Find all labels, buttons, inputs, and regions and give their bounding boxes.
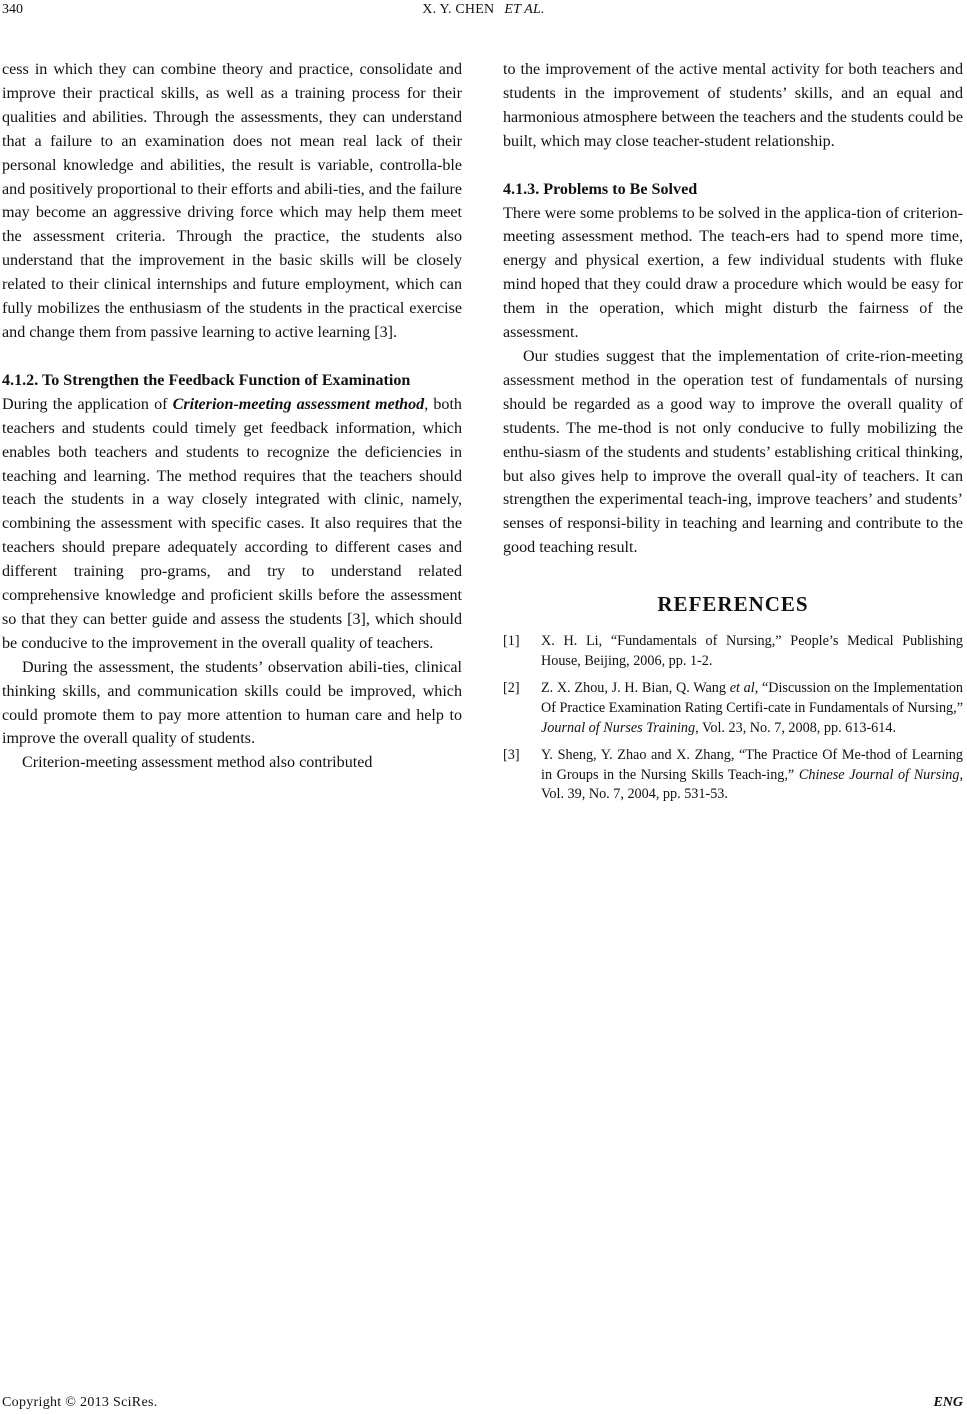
spacer — [2, 345, 462, 369]
paragraph: Our studies suggest that the implementation of crite-rion-meeting assessment method in the operation test of fundamentals of nursing should be regarded as a good way to improve the overall quality of students. The me-thod is not only conducive to fully mobilizing the enthu-siasm of the students and students’ establishing critical thinking, but also gives help to improve the overall qual-ity of teachers. It can strengthen the experimental teach-ing, improve teachers’ and students’ senses of responsi-bility in teaching and learning and contribute to the good teaching result. — [503, 347, 963, 557]
paragraph: Criterion-meeting assessment method also contributed — [22, 754, 373, 772]
references-title: REFERENCES — [657, 592, 809, 617]
reference-item — [503, 679, 963, 738]
running-head — [0, 0, 967, 20]
running-head-et-al: ET AL. — [504, 2, 545, 17]
reference-item — [503, 632, 963, 671]
paragraph: During the assessment, the students’ observation abili-ties, clinical thinking skills, and communication skills could be improved, which could promote them to pay more attention to human care and help to improve the overall quality of students. — [2, 658, 462, 748]
reference-text: , “Discussion on the Implementation Of Practice Examination Rating Certifi-cate in Fundamentals of Nursing,” — [541, 680, 964, 716]
reference-text: X. H. Li, “Fundamentals of Nursing,” People’s Medical Publishing House, Beijing, 2006, pp. 1-2. — [541, 633, 963, 669]
reference-journal: Chinese Journal of Nursing — [798, 766, 960, 783]
reference-et-al: et al — [729, 680, 755, 697]
reference-item — [503, 746, 963, 805]
text-run: During the application of — [2, 395, 173, 413]
left-column — [2, 58, 462, 775]
page-header — [0, 0, 967, 22]
paragraph — [2, 393, 462, 656]
reference-text: Y. Sheng, Y. Zhao and X. Zhang, “The Practice Of Me-thod of Learning in Groups in the Nursing Skills Teach-ing,” — [541, 747, 963, 783]
reference-text: , Vol. 23, No. 7, 2008, pp. 613-614. — [695, 719, 896, 736]
reference-number: [1] — [503, 633, 520, 650]
emphasized-term: Criterion-meeting assessment method — [172, 395, 425, 413]
reference-number: [2] — [503, 680, 520, 697]
paragraph: There were some problems to be solved in the applica-tion of criterion-meeting assessment method. The teach-ers had to spend more time, energy and physical exertion, a few individual students with fluke mind hoped that they could draw a procedure which would be easy for them in the operation, which might disturb the fairness of the assessment. — [503, 204, 963, 342]
journal-abbreviation: ENG — [933, 1395, 963, 1410]
reference-text: , Vol. 39, No. 7, 2004, pp. 531-53. — [541, 766, 963, 803]
reference-number: [3] — [503, 747, 520, 764]
section-heading-4-1-3: 4.1.3. Problems to Be Solved — [503, 180, 698, 198]
copyright-notice: Copyright © 2013 SciRes. — [2, 1395, 158, 1410]
paragraph: to the improvement of the active mental activity for both teachers and students in the improvement of students’ skills, and an equal and harmonious atmosphere between the teachers and the students could be built, which may close teacher-student relationship. — [503, 61, 963, 150]
running-head-authors: X. Y. CHEN — [422, 2, 495, 17]
page-footer — [0, 1394, 967, 1414]
page-number: 340 — [2, 2, 23, 17]
section-heading-4-1-2: 4.1.2. To Strengthen the Feedback Function of Examination — [2, 371, 411, 389]
right-column — [503, 58, 963, 813]
text-run: , both teachers and students could timely get feedback information, which enables both teachers and students to recognize the deficiencies in teaching and learning. The method requires that the teachers should teach the students in a way closely integrated with clinic, namely, combining the assessment with specific cases. It also requires that the teachers should prepare adequately according to different cases and different training pro-grams, and try to understand related comprehensive knowledge and proficient skills before the assessment so that they can better guide and assess the students [3], which should be conducive to the improvement in the overall quality of teachers. — [2, 395, 462, 652]
paragraph: cess in which they can combine theory and practice, consolidate and improve their practical skills, as well as a training process for their qualities and abilities. Through the assessments, they can understand that a failure to an examination does not mean real lack of their personal knowledge and abilities, the result is variable, controlla-ble and positively proportional to their efforts and abili-ties, and the failure may become an aggressive driving force which may help them meet the assessment criteria. Through the practice, the students also understand that the improvement in the basic skills will be closely related to their clinical internships and future employment, which can fully mobilizes the enthusiasm of the students in the practical exercise and change them from passive learning to active learning [3]. — [2, 61, 462, 341]
spacer — [503, 154, 963, 178]
reference-journal: Journal of Nurses Training — [541, 719, 696, 736]
reference-text: Z. X. Zhou, J. H. Bian, Q. Wang — [541, 680, 730, 697]
